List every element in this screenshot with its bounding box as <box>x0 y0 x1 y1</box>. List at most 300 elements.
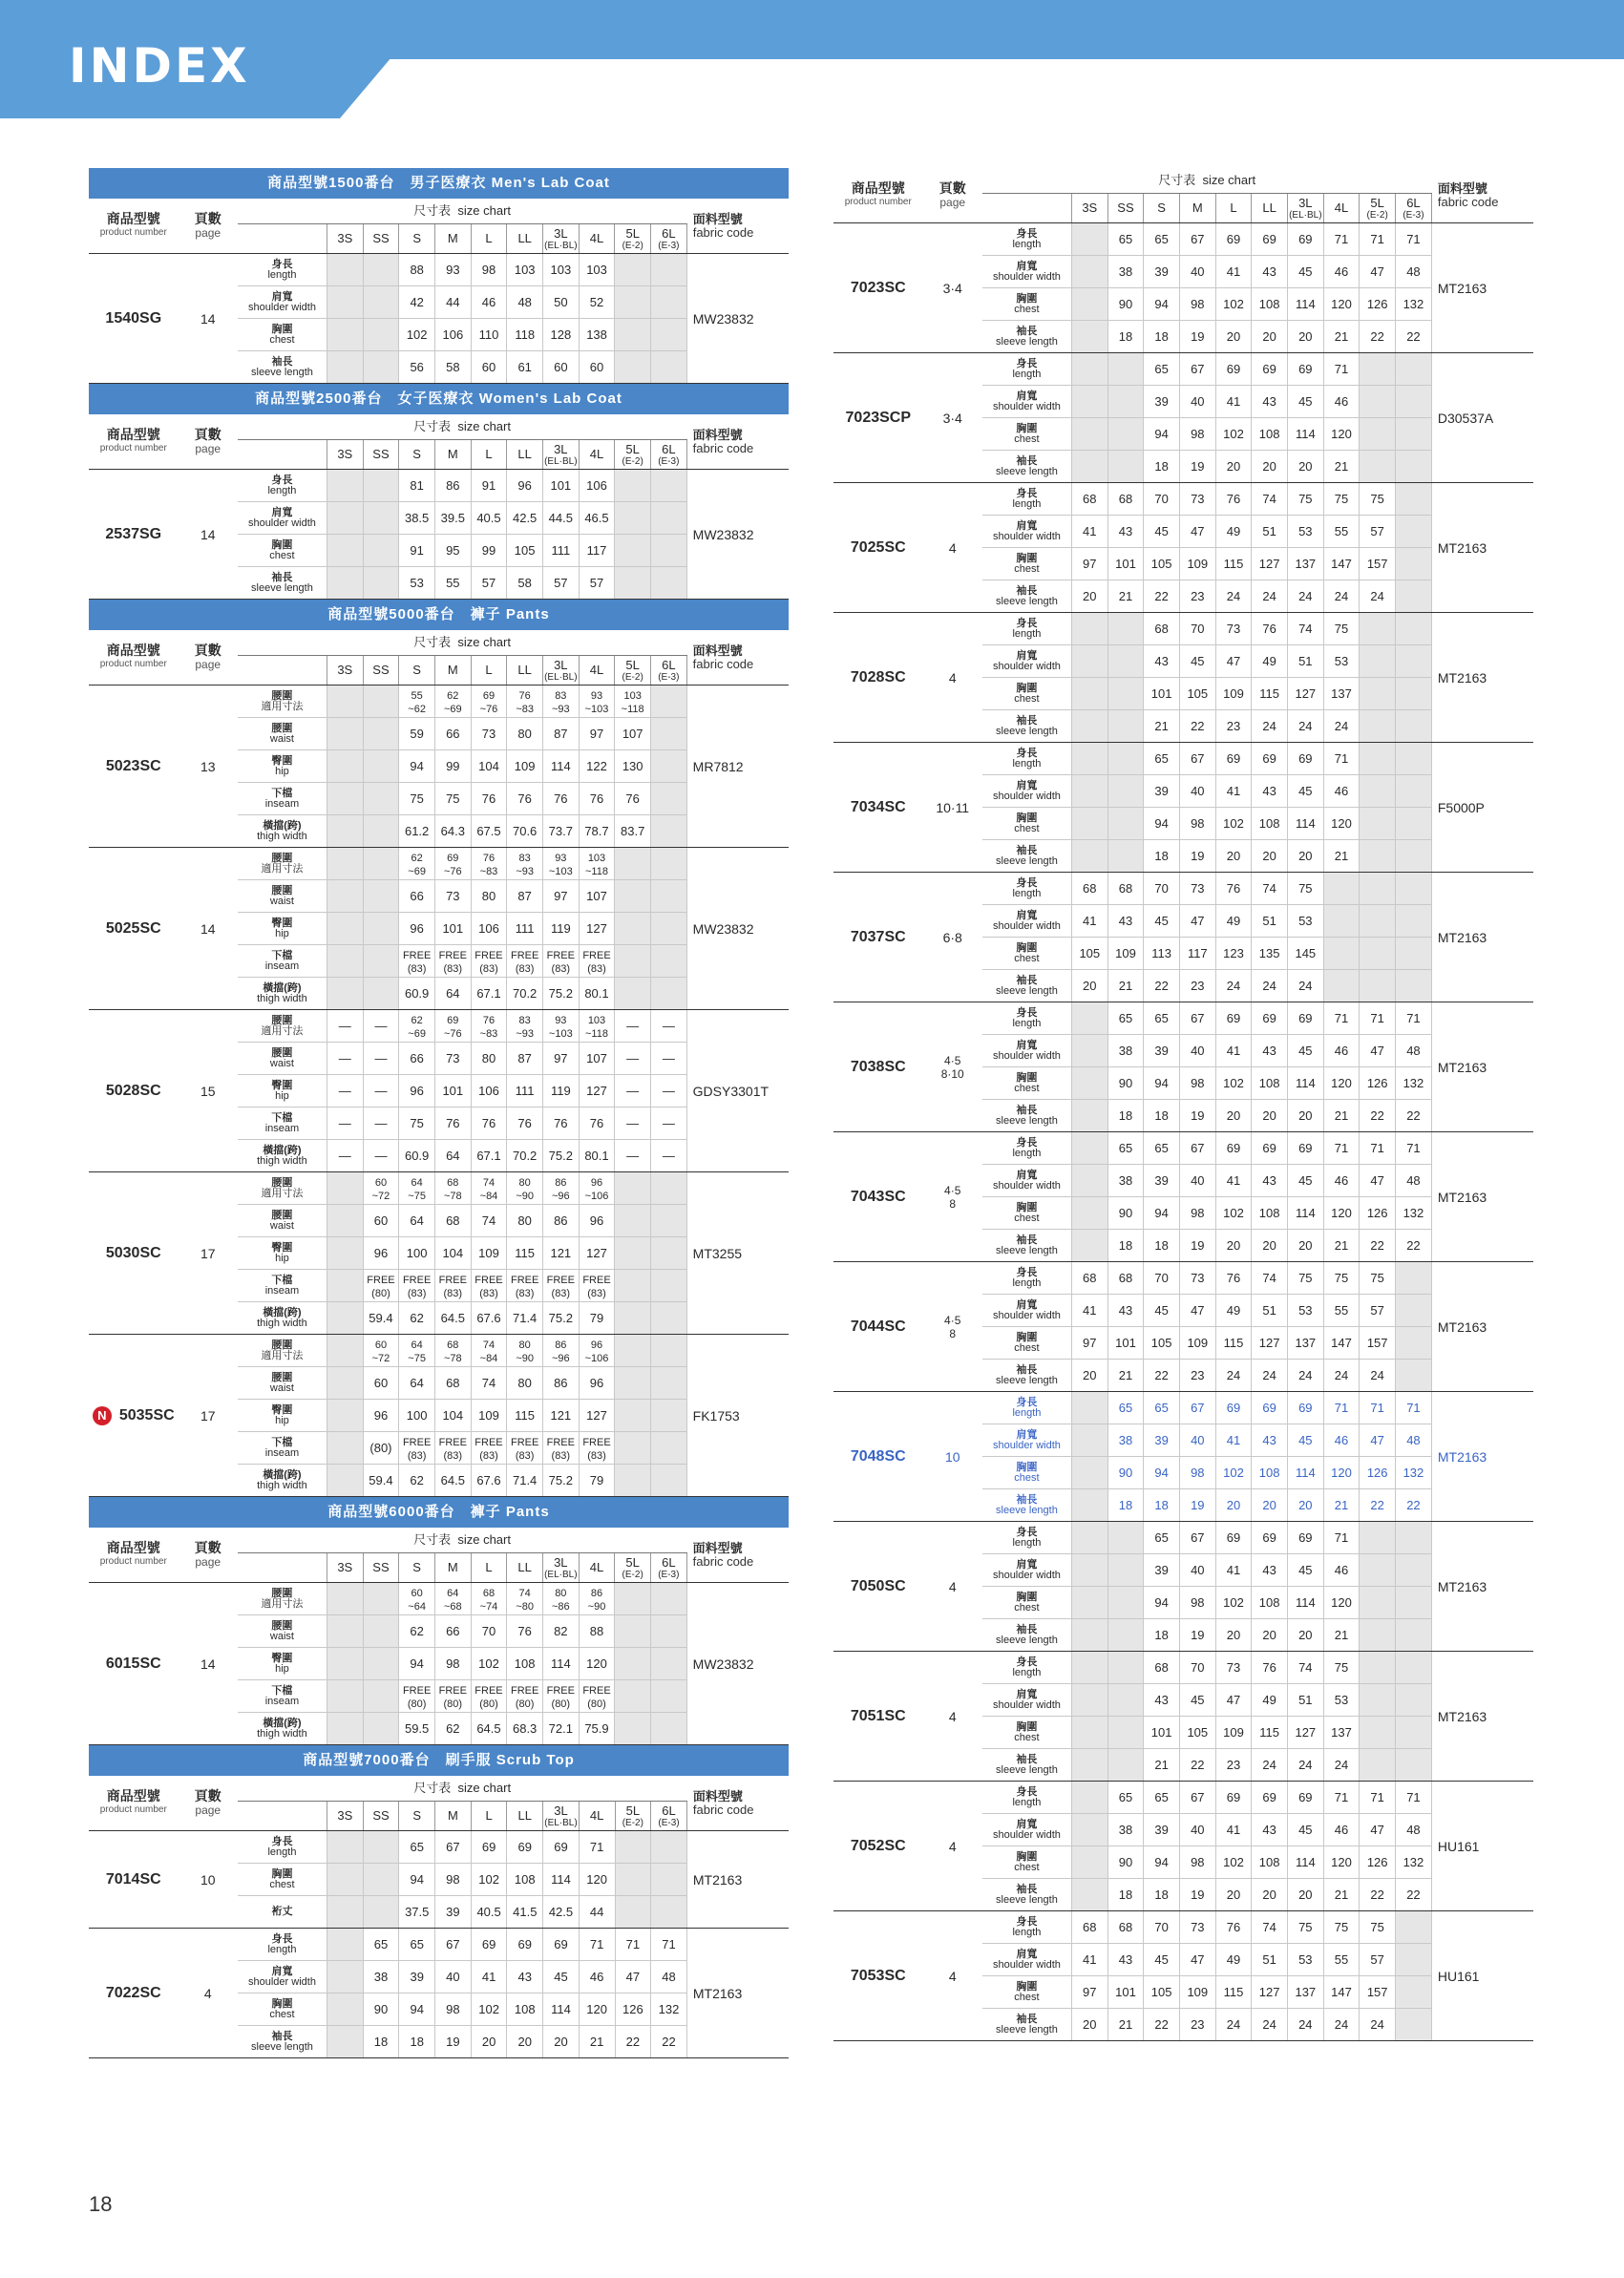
size-value: 105 <box>1144 1976 1180 2009</box>
size-value <box>1107 840 1144 873</box>
size-value <box>1071 1684 1107 1717</box>
size-value: 65 <box>399 1929 435 1961</box>
size-value <box>651 1400 687 1432</box>
size-label: L <box>485 663 493 677</box>
size-col-6: 3L (EL·BL) <box>542 656 579 686</box>
size-col-7 <box>579 1553 615 1583</box>
size-spacer <box>982 194 1072 223</box>
measure-label: 下檔 inseam <box>238 945 327 978</box>
size-spacer <box>238 656 327 686</box>
size-col-0 <box>327 656 363 686</box>
size-value: 20 <box>1252 1489 1288 1522</box>
size-value: 60 <box>363 1367 399 1400</box>
size-value: 75 <box>1360 483 1396 516</box>
size-value: 108 <box>1252 1197 1288 1230</box>
measure-label: 臀圍 hip <box>238 1075 327 1107</box>
size-value <box>651 783 687 815</box>
size-value: 69 <box>1252 1522 1288 1554</box>
measure-label: 腰圍 waist <box>238 1615 327 1648</box>
size-value: 91 <box>399 535 435 567</box>
section-title: 商品型號7000番台 刷手服 Scrub Top <box>89 1745 789 1776</box>
size-value: 75 <box>1323 483 1360 516</box>
size-value: — <box>363 1075 399 1107</box>
product-header: 商品型號 product number <box>833 168 923 223</box>
size-value <box>1107 386 1144 418</box>
size-value: — <box>363 1043 399 1075</box>
size-value: 94 <box>1144 418 1180 451</box>
size-value <box>1071 1749 1107 1782</box>
measure-label: 胸圍 chest <box>982 678 1072 710</box>
measure-label: 橫擋(跨) thigh width <box>238 978 327 1010</box>
size-value: 132 <box>1396 288 1432 321</box>
size-value: — <box>363 1107 399 1140</box>
size-value: 102 <box>1215 288 1252 321</box>
size-value: — <box>651 1140 687 1172</box>
size-value: 67.5 <box>471 815 507 848</box>
measure-label: 肩寬 shoulder width <box>982 386 1072 418</box>
size-value: 70 <box>1179 613 1215 645</box>
size-value: 69 <box>1215 353 1252 386</box>
size-col-2 <box>399 440 435 470</box>
size-value <box>327 1929 364 1961</box>
size-value: 51 <box>1252 905 1288 938</box>
size-value <box>1071 418 1107 451</box>
size-col-6: 3L (EL·BL) <box>1287 194 1323 223</box>
size-value: 114 <box>1287 808 1323 840</box>
size-value <box>363 567 399 600</box>
size-value: 75 <box>1287 1911 1323 1944</box>
size-value: 126 <box>1360 1457 1396 1489</box>
size-value <box>615 1172 651 1205</box>
size-value: 106 <box>471 1075 507 1107</box>
size-value <box>615 1713 651 1745</box>
measure-label: 胸圍 chest <box>238 1993 327 2026</box>
size-value: 76 <box>1215 483 1252 516</box>
page-ref: 14 <box>179 1583 238 1745</box>
size-value: 114 <box>1287 288 1323 321</box>
size-value: 47 <box>1215 1684 1252 1717</box>
size-value <box>1360 1684 1396 1717</box>
size-value: 40 <box>1179 1814 1215 1846</box>
size-value: 94 <box>1144 1457 1180 1489</box>
size-value <box>1323 873 1360 905</box>
size-value: 128 <box>543 319 580 351</box>
size-value: 41 <box>1071 1295 1107 1327</box>
size-value <box>363 1831 399 1864</box>
size-value: 42.5 <box>507 502 543 535</box>
size-value: 23 <box>1179 970 1215 1002</box>
size-value <box>651 1680 687 1713</box>
size-value: 24 <box>1215 2009 1252 2041</box>
size-value <box>327 535 363 567</box>
size-value: 68 ~78 <box>434 1172 471 1205</box>
measure-label: 橫擋(跨) thigh width <box>238 1140 327 1172</box>
size-value: 94 <box>1144 808 1180 840</box>
size-value: 44 <box>435 286 472 319</box>
size-value: 76 <box>542 783 579 815</box>
size-value: 93 ~103 <box>542 848 579 880</box>
size-value: 21 <box>1107 1360 1144 1392</box>
size-col-3 <box>1179 194 1215 223</box>
size-value: FREE (83) <box>471 1432 507 1465</box>
size-value: 57 <box>1360 1295 1396 1327</box>
size-value: 71 <box>1360 223 1396 256</box>
size-value: 20 <box>1287 1100 1323 1132</box>
size-value: 20 <box>1287 451 1323 483</box>
size-value: 147 <box>1323 1976 1360 2009</box>
size-value: 127 <box>1287 1717 1323 1749</box>
size-value: 99 <box>471 535 507 567</box>
size-value: 39 <box>1144 256 1180 288</box>
measure-label: 腰圍 waist <box>238 1205 327 1237</box>
size-label: S <box>412 663 421 677</box>
size-value: 20 <box>1287 1489 1323 1522</box>
size-value: 69 ~76 <box>471 686 507 718</box>
fabric-code: MT2163 <box>686 1831 789 1929</box>
size-col-0 <box>327 440 363 470</box>
measure-label: 袖長 sleeve length <box>982 1749 1072 1782</box>
size-value: 80 <box>471 1043 507 1075</box>
size-value: FREE (83) <box>399 1432 435 1465</box>
size-value: 24 <box>1360 2009 1396 2041</box>
size-value: 71 <box>1396 1392 1432 1424</box>
size-value: 46 <box>1323 775 1360 808</box>
size-value: 49 <box>1215 905 1252 938</box>
size-value: 83.7 <box>615 815 651 848</box>
size-col-9: 6L (E-3) <box>651 1553 687 1583</box>
size-value <box>1360 386 1396 418</box>
size-value <box>1396 1717 1432 1749</box>
size-value: 22 <box>1360 1230 1396 1262</box>
size-value: 80 ~90 <box>507 1172 543 1205</box>
measure-label: 腰圍 適用寸法 <box>238 686 327 718</box>
size-value: 20 <box>1287 321 1323 353</box>
size-value: 101 <box>1144 678 1180 710</box>
size-col-5 <box>507 656 543 686</box>
measure-label: 胸圍 chest <box>982 1976 1072 2009</box>
measure-label: 裄丈 <box>238 1896 327 1929</box>
product-number: 1540SG <box>89 254 179 384</box>
page-ref: 10·11 <box>923 743 982 873</box>
size-value: 98 <box>471 254 507 286</box>
size-value: 68.3 <box>507 1713 543 1745</box>
size-spacer <box>238 1802 327 1831</box>
page-ref: 6·8 <box>923 873 982 1002</box>
size-value: 46 <box>1323 256 1360 288</box>
size-value <box>363 686 399 718</box>
size-value: 71 <box>1396 1132 1432 1165</box>
size-value: 108 <box>1252 1457 1288 1489</box>
size-label: L <box>485 1808 493 1823</box>
size-value <box>327 1270 363 1302</box>
size-value: 51 <box>1287 1684 1323 1717</box>
size-value <box>1396 580 1432 613</box>
size-value <box>1396 1295 1432 1327</box>
size-value: 20 <box>1215 1230 1252 1262</box>
size-value: 67 <box>1179 353 1215 386</box>
size-value: 94 <box>399 1648 435 1680</box>
size-value: 76 <box>542 1107 579 1140</box>
size-value <box>1071 1846 1107 1879</box>
size-value <box>651 254 687 286</box>
size-value: 74 ~80 <box>507 1583 543 1615</box>
size-value: 41 <box>1215 1035 1252 1067</box>
size-value: 18 <box>1107 1100 1144 1132</box>
size-value: 64.5 <box>434 1302 471 1335</box>
size-value: 45 <box>1287 256 1323 288</box>
size-value: 103 ~118 <box>615 686 651 718</box>
fabric-code: FK1753 <box>686 1335 789 1497</box>
size-value: 42 <box>399 286 435 319</box>
size-value: — <box>363 1140 399 1172</box>
size-value: 115 <box>507 1400 543 1432</box>
size-label: 3S <box>337 447 353 461</box>
size-value: 60 <box>471 351 507 384</box>
measure-label: 臀圍 hip <box>238 1400 327 1432</box>
size-value: 115 <box>1215 1976 1252 2009</box>
size-value: 76 <box>579 1107 615 1140</box>
size-col-1 <box>363 224 399 254</box>
size-value: 43 <box>1107 1295 1144 1327</box>
size-value: 44.5 <box>542 502 579 535</box>
size-value: 73 <box>1179 1911 1215 1944</box>
size-value: 98 <box>435 1993 472 2026</box>
size-value: 75 <box>1323 1262 1360 1295</box>
size-value <box>327 1432 363 1465</box>
size-value: 110 <box>471 319 507 351</box>
size-value: 75 <box>1323 1652 1360 1684</box>
size-label: M <box>1192 200 1203 215</box>
fabric-code: MT2163 <box>1431 1002 1533 1132</box>
size-value: 20 <box>1252 321 1288 353</box>
measure-label: 下檔 inseam <box>238 1107 327 1140</box>
size-value: 69 <box>471 1929 507 1961</box>
size-value <box>1360 1717 1396 1749</box>
size-value <box>327 718 363 750</box>
measure-label: 袖長 sleeve length <box>982 1100 1072 1132</box>
size-value <box>615 1465 651 1497</box>
size-value: 53 <box>1323 1684 1360 1717</box>
measure-label: 腰圍 適用寸法 <box>238 1172 327 1205</box>
size-value: 22 <box>615 2026 651 2058</box>
size-value: 59.4 <box>363 1302 399 1335</box>
size-value <box>1071 1165 1107 1197</box>
size-label: 3S <box>337 663 353 677</box>
size-value: FREE (83) <box>471 1270 507 1302</box>
size-value: 43 <box>507 1961 543 1993</box>
size-value: 102 <box>471 1648 507 1680</box>
size-label: 4L <box>589 663 604 677</box>
size-value: 78.7 <box>579 815 615 848</box>
size-value <box>1396 905 1432 938</box>
measure-label: 肩寬 shoulder width <box>982 1944 1072 1976</box>
measure-label: 身長 length <box>982 1782 1072 1814</box>
size-value: 65 <box>1144 1002 1180 1035</box>
size-value: 47 <box>1360 1035 1396 1067</box>
size-value: 114 <box>1287 418 1323 451</box>
size-value: 39 <box>1144 386 1180 418</box>
size-value: 47 <box>1179 516 1215 548</box>
size-value: 97 <box>542 880 579 913</box>
size-value <box>1107 1587 1144 1619</box>
size-value: 120 <box>1323 1067 1360 1100</box>
size-value: 126 <box>1360 1846 1396 1879</box>
product-number: 7044SC <box>833 1262 923 1392</box>
size-value <box>615 913 651 945</box>
size-value: 20 <box>1071 1360 1107 1392</box>
size-value <box>363 718 399 750</box>
size-value: 40 <box>1179 256 1215 288</box>
size-value: 71 <box>1360 1782 1396 1814</box>
size-value <box>327 815 363 848</box>
size-value: 127 <box>1252 1327 1288 1360</box>
size-value: 53 <box>1287 905 1323 938</box>
size-value: 43 <box>1252 775 1288 808</box>
size-value <box>363 913 399 945</box>
size-value: 69 <box>1252 1392 1288 1424</box>
size-value: 120 <box>1323 1587 1360 1619</box>
measure-label: 身長 length <box>982 1132 1072 1165</box>
measure-label: 身長 length <box>238 1929 327 1961</box>
size-value <box>1071 288 1107 321</box>
size-value <box>327 978 363 1010</box>
size-value: 138 <box>579 319 615 351</box>
size-value: 62 ~69 <box>399 1010 435 1043</box>
size-value: 75 <box>1287 1262 1323 1295</box>
page-header: 頁數 page <box>179 1528 238 1583</box>
size-value: 60.9 <box>399 978 435 1010</box>
size-value: 22 <box>1360 1100 1396 1132</box>
size-value: — <box>651 1010 687 1043</box>
size-spacer <box>238 1553 327 1583</box>
size-col-1 <box>363 1802 399 1831</box>
size-value <box>1071 1554 1107 1587</box>
size-label: S <box>1157 200 1166 215</box>
size-value: 71 <box>1396 1002 1432 1035</box>
size-value: 69 <box>543 1831 580 1864</box>
size-value: 57 <box>1360 1944 1396 1976</box>
size-value: 38 <box>363 1961 399 1993</box>
size-value <box>615 1831 651 1864</box>
size-value: 75 <box>399 1107 435 1140</box>
size-value: 82 <box>542 1615 579 1648</box>
size-value: 39 <box>1144 1165 1180 1197</box>
product-number: 7022SC <box>89 1929 179 2058</box>
measure-label: 胸圍 chest <box>982 808 1072 840</box>
size-value <box>1107 1717 1144 1749</box>
size-value: 106 <box>579 470 615 502</box>
size-value: 120 <box>579 1993 615 2026</box>
size-value <box>1360 775 1396 808</box>
size-col-4 <box>471 1802 507 1831</box>
page-ref: 4·5 8 <box>923 1262 982 1392</box>
size-col-2 <box>399 224 435 254</box>
size-value: 101 <box>434 1075 471 1107</box>
size-value <box>363 848 399 880</box>
section-title: 商品型號2500番台 女子医療衣 Women's Lab Coat <box>89 384 789 414</box>
size-value: 65 <box>1144 1132 1180 1165</box>
size-value: 75.2 <box>542 978 579 1010</box>
size-value: 38 <box>1107 1035 1144 1067</box>
measure-label: 肩寬 shoulder width <box>982 1814 1072 1846</box>
size-value <box>1360 1619 1396 1652</box>
measure-label: 袖長 sleeve length <box>982 1230 1072 1262</box>
size-value: 45 <box>1144 1944 1180 1976</box>
size-value: 68 ~78 <box>434 1335 471 1367</box>
size-value: 46.5 <box>579 502 615 535</box>
size-value: 74 <box>1252 1262 1288 1295</box>
size-col-2 <box>399 656 435 686</box>
size-value: 70 <box>471 1615 507 1648</box>
size-value <box>1071 1035 1107 1067</box>
size-col-7 <box>1323 194 1360 223</box>
size-value: 96 <box>363 1400 399 1432</box>
size-value: 22 <box>1396 1230 1432 1262</box>
size-value: 121 <box>542 1237 579 1270</box>
size-value: 114 <box>543 1993 580 2026</box>
size-value: 147 <box>1323 1327 1360 1360</box>
size-value: 115 <box>1252 678 1288 710</box>
size-value: 126 <box>1360 1197 1396 1230</box>
size-value: 21 <box>1323 451 1360 483</box>
size-value: 21 <box>1323 1619 1360 1652</box>
size-value <box>1396 1522 1432 1554</box>
product-number: 7028SC <box>833 613 923 743</box>
size-value: 132 <box>1396 1846 1432 1879</box>
size-value: 55 <box>1323 1944 1360 1976</box>
size-value: 48 <box>1396 1424 1432 1457</box>
size-value: 67 <box>1179 1392 1215 1424</box>
size-value <box>615 1615 651 1648</box>
size-value: 130 <box>615 750 651 783</box>
size-value: 41 <box>1215 775 1252 808</box>
size-value: 102 <box>471 1864 507 1896</box>
page-ref: 15 <box>179 1010 238 1172</box>
size-value: 43 <box>1144 645 1180 678</box>
size-value: 18 <box>1107 1230 1144 1262</box>
size-value: FREE (83) <box>579 1432 615 1465</box>
size-value: 71 <box>1360 1002 1396 1035</box>
size-value <box>1107 353 1144 386</box>
fabric-code: MT2163 <box>1431 1392 1533 1522</box>
size-value: (80) <box>363 1432 399 1465</box>
size-value <box>327 470 363 502</box>
size-value: — <box>615 1140 651 1172</box>
product-header: 商品型號 product number <box>89 199 179 254</box>
size-col-8: 5L (E-2) <box>1360 194 1396 223</box>
size-value <box>1071 1619 1107 1652</box>
size-value: 48 <box>651 1961 687 1993</box>
fabric-code: MT2163 <box>1431 223 1533 353</box>
size-value <box>1071 1100 1107 1132</box>
size-value: 121 <box>542 1400 579 1432</box>
size-value: 70 <box>1144 1911 1180 1944</box>
size-value: 43 <box>1252 256 1288 288</box>
size-value <box>1323 905 1360 938</box>
size-value: 73 <box>434 1043 471 1075</box>
size-col-6: 3L (EL·BL) <box>542 1553 579 1583</box>
size-value: 66 <box>434 718 471 750</box>
size-value: 20 <box>543 2026 580 2058</box>
size-value: 127 <box>579 1400 615 1432</box>
size-value: 137 <box>1323 678 1360 710</box>
table-row <box>89 686 789 718</box>
size-value: 111 <box>507 913 543 945</box>
size-value: FREE (83) <box>399 1270 435 1302</box>
size-value: 40.5 <box>471 1896 507 1929</box>
page-ref: 10 <box>179 1831 238 1929</box>
size-value <box>1360 873 1396 905</box>
